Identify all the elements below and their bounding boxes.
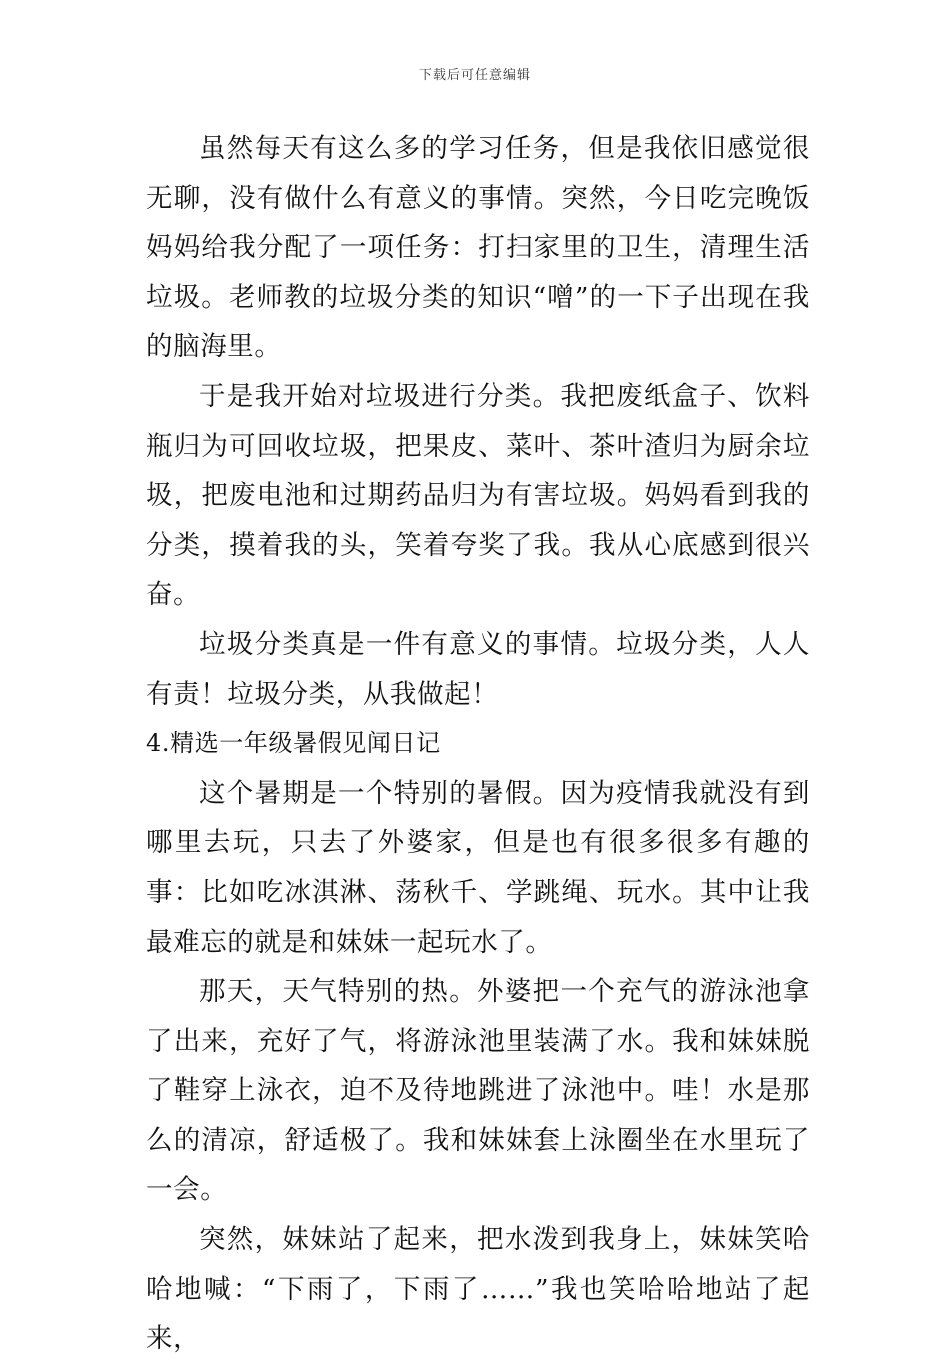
paragraph-trash-sorting-conclusion: 垃圾分类真是一件有意义的事情。垃圾分类，人人有责！垃圾分类，从我做起！ — [146, 628, 810, 710]
paragraph-summer-splash: 突然，妹妹站了起来，把水泼到我身上，妹妹笑哈哈地喊：“下雨了，下雨了……”我也笑哈哈地站了起来， — [146, 1224, 810, 1355]
document-body — [146, 124, 810, 1364]
paragraph-summer-pool: 那天，天气特别的热。外婆把一个充气的游泳池拿了出来，充好了气，将游泳池里装满了水。我和妹妹脱了鞋穿上泳衣，迫不及待地跳进了泳池中。哇！水是那么的清凉，舒适极了。我和妹妹套上泳圈坐在水里玩了一会。 — [146, 976, 810, 1206]
section-heading: 4.精选一年级暑假见闻日记 — [146, 729, 441, 758]
paragraph-trash-sorting-intro: 虽然每天有这么多的学习任务，但是我依旧感觉很无聊，没有做什么有意义的事情。突然，今日吃完晚饭妈妈给我分配了一项任务：打扫家里的卫生，清理生活垃圾。老师教的垃圾分类的知识“噌”的一下子出现在我的脑海里。 — [146, 133, 810, 363]
paragraph-summer-intro: 这个暑期是一个特别的暑假。因为疫情我就没有到哪里去玩，只去了外婆家，但是也有很多很多有趣的事：比如吃冰淇淋、荡秋千、学跳绳、玩水。其中让我最难忘的就是和妹妹一起玩水了。 — [146, 777, 810, 958]
paragraph-trash-sorting-process: 于是我开始对垃圾进行分类。我把废纸盒子、饮料瓶归为可回收垃圾，把果皮、菜叶、茶叶渣归为厨余垃圾，把废电池和过期药品归为有害垃圾。妈妈看到我的分类，摸着我的头，笑着夸奖了我。我从心底感到很兴奋。 — [146, 380, 810, 611]
page-header-note: 下载后可任意编辑 — [418, 68, 531, 83]
